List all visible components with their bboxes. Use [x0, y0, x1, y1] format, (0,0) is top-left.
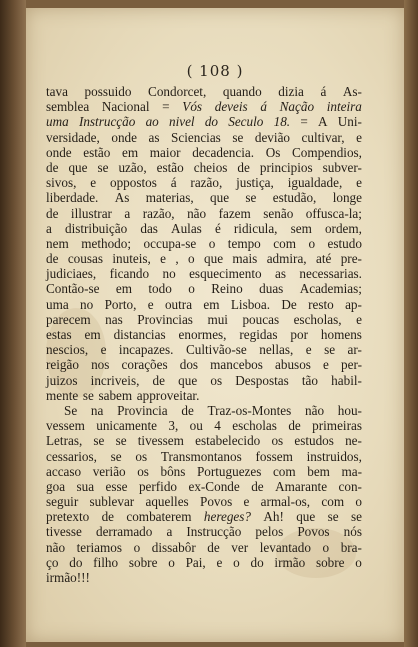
text-word: illustrar	[70, 205, 112, 221]
text-word: o	[233, 554, 240, 570]
text-word: o	[188, 251, 195, 267]
text-word: Povos	[199, 494, 233, 510]
text-word: A	[317, 114, 328, 130]
text-word: tava	[46, 84, 68, 99]
text-word: no	[80, 296, 94, 312]
text-line	[46, 327, 362, 342]
text-word: se	[232, 129, 244, 145]
text-word: o	[168, 554, 175, 570]
text-word: em	[115, 281, 132, 297]
text-word: e	[356, 311, 362, 327]
text-word: filho	[93, 554, 119, 570]
text-word: que	[204, 251, 224, 267]
text-line	[46, 524, 362, 539]
text-word: =	[300, 114, 308, 130]
text-word: sobre	[315, 554, 345, 570]
text-word: Pai,	[185, 554, 206, 570]
text-word: e	[90, 175, 97, 191]
text-word: ordem,	[324, 220, 362, 236]
text-word: na	[90, 402, 104, 418]
text-line	[46, 160, 362, 175]
text-word: Se	[64, 402, 78, 418]
text-word: Povos	[297, 524, 330, 540]
text-word: uzão,	[118, 159, 147, 175]
text-word: esse	[105, 478, 128, 494]
text-word: inuteis,	[112, 251, 151, 267]
text-line	[46, 403, 362, 418]
text-word: de	[101, 509, 115, 525]
text-word: se	[324, 342, 336, 358]
text-word: e	[216, 554, 223, 570]
text-word: cessarios,	[46, 448, 97, 464]
text-word: nellas,	[259, 342, 294, 358]
text-word: oppostos	[109, 175, 157, 191]
text-word: o	[355, 554, 362, 570]
text-word: sabem	[98, 387, 133, 403]
text-word: Seculo	[228, 114, 264, 130]
text-word: e	[305, 342, 312, 358]
book-binding-edge	[0, 0, 26, 647]
text-word: as	[274, 266, 286, 282]
text-word: escholas	[232, 418, 277, 434]
text-word: Reino	[211, 281, 243, 297]
text-word: Amarante	[275, 478, 328, 494]
text-word: 18.	[273, 114, 291, 130]
text-word: estudo	[327, 235, 362, 251]
text-word: versidade,	[46, 129, 100, 145]
text-word: o	[188, 281, 195, 297]
text-word: mui	[207, 311, 228, 327]
text-word: outra	[164, 296, 193, 312]
text-word: verião	[92, 463, 126, 479]
text-word: os	[271, 433, 284, 449]
text-word: esquecimento	[189, 266, 262, 282]
text-word: offusca-la;	[305, 205, 362, 221]
text-word: de	[251, 478, 264, 494]
text-word: e	[147, 296, 154, 312]
text-word: á	[170, 175, 177, 191]
text-line	[46, 281, 362, 296]
text-word: do	[204, 114, 219, 130]
text-line	[46, 206, 362, 221]
text-word: até	[315, 251, 332, 267]
text-word: o	[355, 494, 362, 510]
text-word: a	[166, 524, 173, 540]
text-word: hou-	[337, 402, 362, 418]
text-word: e	[160, 251, 167, 267]
text-word: tivessem	[137, 433, 184, 449]
text-word: nivel	[168, 114, 195, 130]
text-word: de	[46, 159, 59, 175]
text-word: poucas	[242, 311, 280, 327]
text-word: Provincia	[117, 402, 168, 418]
text-word: De	[281, 296, 297, 312]
text-word: senão	[263, 205, 294, 221]
text-word: Condorcet,	[148, 84, 207, 99]
text-word: escholas,	[293, 311, 342, 327]
text-word: seguir	[46, 494, 79, 510]
text-word: ridicula,	[233, 220, 278, 236]
text-word: á	[260, 99, 267, 115]
text-line	[46, 373, 362, 388]
text-word: sublevar	[89, 494, 135, 510]
text-word: Contão-se	[46, 281, 100, 297]
text-word: bôns	[160, 463, 186, 479]
text-word: nas	[105, 311, 123, 327]
text-word: perfido	[138, 478, 178, 494]
text-word: principios	[259, 159, 313, 175]
text-word: fossem	[255, 448, 293, 464]
text-word: enormes,	[178, 327, 227, 342]
text-word: em	[84, 327, 101, 342]
text-word: dos	[179, 357, 199, 373]
text-word: igualdade,	[287, 175, 343, 191]
text-word: o	[308, 235, 316, 251]
text-word: duas	[259, 281, 284, 297]
text-word: abusos	[275, 357, 311, 373]
text-word: unicamente	[96, 418, 157, 434]
text-word: todo	[148, 281, 172, 297]
text-line	[46, 312, 362, 327]
text-word: pretexto	[46, 509, 90, 525]
text-word: sobre	[128, 554, 158, 570]
text-line	[46, 266, 362, 281]
text-word: homens	[320, 327, 362, 342]
text-word: á	[320, 84, 327, 99]
text-word: a	[46, 220, 52, 236]
text-word: devião	[254, 129, 291, 145]
text-line	[46, 190, 362, 205]
text-word: não	[187, 205, 207, 221]
text-line	[46, 357, 362, 372]
text-word: 3,	[168, 418, 179, 434]
text-line	[46, 509, 362, 524]
text-word: Os	[265, 144, 281, 160]
text-line	[46, 221, 362, 236]
text-word: nos	[91, 357, 110, 373]
text-word: deveis	[214, 99, 248, 115]
text-word: o	[322, 539, 330, 555]
text-line	[46, 145, 362, 160]
text-word: ficando	[109, 266, 150, 282]
text-word: admira,	[266, 251, 307, 267]
text-word: nem	[46, 235, 69, 251]
text-word: irmão!!!	[46, 570, 90, 585]
text-word: por	[290, 327, 308, 342]
text-word: Provincias	[137, 311, 193, 327]
text-word: tempo	[227, 235, 261, 251]
text-line	[46, 342, 362, 357]
text-word: Nacional	[101, 99, 150, 115]
text-word: bra-	[340, 539, 362, 555]
text-word: das	[140, 220, 158, 236]
text-word: uma	[46, 296, 69, 312]
text-word: occupa-se	[143, 235, 197, 251]
text-word: accaso	[46, 463, 82, 479]
text-word: com	[321, 494, 345, 510]
text-word: de	[152, 372, 165, 388]
text-word: con-	[338, 478, 362, 494]
text-word: Cultivão-se	[185, 342, 247, 358]
text-word: pre-	[340, 251, 362, 267]
text-word: reigão	[46, 357, 79, 373]
text-line	[46, 449, 362, 464]
text-word: cheios	[193, 159, 228, 175]
text-word: e	[323, 357, 329, 373]
text-word: fazem	[218, 205, 251, 221]
text-word: que	[296, 509, 316, 525]
text-word: regidas	[239, 327, 278, 342]
text-word: que	[68, 159, 88, 175]
text-word: habil-	[331, 372, 362, 388]
text-word: se	[350, 509, 362, 525]
text-word: vessem	[46, 418, 85, 434]
text-word: longe	[332, 190, 362, 206]
text-word: Portuguezes	[196, 463, 262, 479]
text-word: as	[148, 129, 160, 145]
text-word: não	[46, 539, 66, 555]
text-line	[46, 84, 362, 99]
text-word: Compendios,	[292, 144, 362, 160]
text-word: armal-os,	[260, 494, 311, 510]
text-word: ver	[231, 539, 249, 555]
text-word: se	[82, 387, 94, 403]
text-word: 4	[214, 418, 221, 434]
text-word: corações	[121, 357, 168, 373]
text-word: de	[207, 539, 220, 555]
text-word: tão	[301, 372, 319, 388]
book-page-edge	[404, 0, 418, 647]
text-word: As	[114, 190, 130, 206]
text-word: ao	[145, 114, 159, 130]
text-word: estão	[83, 144, 111, 160]
text-word: se	[110, 448, 122, 464]
text-line	[46, 418, 362, 433]
text-word: incapazes.	[118, 342, 174, 358]
page-number-header: ( 108 )	[186, 62, 244, 80]
text-word: resto	[308, 296, 334, 312]
text-word: distancias	[113, 327, 166, 342]
text-word: se	[115, 433, 127, 449]
text-line	[46, 236, 362, 251]
text-word: e	[356, 129, 362, 145]
text-word: possuido	[84, 84, 132, 99]
text-word: incriveis,	[90, 372, 140, 388]
text-word: que	[210, 190, 230, 206]
text-word: pelos	[255, 524, 284, 540]
text-word: do	[69, 554, 83, 570]
text-word: derramado	[95, 524, 153, 540]
text-word: ço	[46, 554, 59, 570]
text-word: Vós	[182, 99, 203, 115]
text-word: distribuição	[64, 220, 128, 236]
text-word: os	[137, 463, 149, 479]
text-line	[46, 540, 362, 555]
page-body-text	[46, 84, 362, 585]
text-word: irmão	[274, 554, 306, 570]
text-word: =	[162, 99, 170, 115]
text-line	[46, 494, 362, 509]
text-word: de	[181, 402, 194, 418]
text-word: de	[237, 159, 250, 175]
text-word: em	[122, 144, 139, 160]
text-word: instruidos,	[306, 448, 362, 464]
text-line	[46, 175, 362, 190]
text-word: de	[288, 418, 301, 434]
text-word: juizos	[46, 372, 78, 388]
text-word: Porto,	[104, 296, 137, 312]
text-word: com	[273, 235, 296, 251]
text-word: materias,	[145, 190, 194, 206]
text-word: não	[305, 402, 325, 418]
text-line	[46, 297, 362, 312]
text-line	[46, 251, 362, 266]
text-word: dizia	[278, 84, 304, 99]
text-word: se	[327, 509, 339, 525]
text-word: estas	[46, 327, 72, 342]
text-word: hereges?	[203, 509, 251, 525]
text-word: sivos,	[46, 175, 77, 191]
text-word: quando	[222, 84, 262, 99]
text-line	[46, 479, 362, 494]
text-word: inteira	[326, 99, 362, 115]
text-word: mancebos	[210, 357, 263, 373]
text-word: decadencia.	[192, 144, 255, 160]
text-word: bem	[307, 463, 330, 479]
text-word: e	[356, 175, 362, 191]
text-word: teriamos	[76, 539, 123, 555]
text-word: em	[203, 296, 220, 312]
text-word: de	[46, 205, 59, 221]
text-word: Aulas	[171, 220, 202, 236]
text-word: aquelles	[145, 494, 189, 510]
text-word: é	[214, 220, 221, 236]
text-word: Sciencias	[171, 129, 221, 145]
text-line	[46, 570, 362, 585]
text-word: sua	[76, 478, 95, 494]
text-word: razão,	[190, 175, 223, 191]
text-word: nós	[343, 524, 362, 540]
text-word: mais	[232, 251, 258, 267]
text-word: Traz-os-Montes	[207, 402, 292, 418]
text-word: se	[93, 433, 105, 449]
text-word: onde	[46, 144, 72, 160]
text-word: judiciaes,	[46, 266, 97, 282]
text-word: approveitar.	[136, 387, 200, 403]
text-word: com	[272, 463, 296, 479]
text-word: Academias;	[299, 281, 362, 297]
text-word: cultivar,	[301, 129, 345, 145]
text-line	[46, 555, 362, 570]
text-word: Instrucção	[186, 524, 242, 540]
text-word: do	[250, 554, 264, 570]
text-word: per-	[341, 357, 362, 373]
text-word: ex-Conde	[188, 478, 240, 494]
text-word: mente	[46, 387, 79, 403]
text-word: cousas	[67, 251, 103, 267]
text-word: no	[162, 266, 176, 282]
text-word: a	[124, 205, 131, 221]
text-word: se	[97, 159, 109, 175]
text-word: necessarias.	[299, 266, 362, 282]
text-word: goa	[46, 478, 66, 494]
text-word: ou	[189, 418, 203, 434]
text-word: estudão,	[272, 190, 317, 206]
text-line	[46, 114, 362, 129]
text-word: que	[178, 372, 198, 388]
text-word: Uni-	[337, 114, 362, 130]
text-word: semblea	[46, 99, 90, 115]
text-word: ne-	[345, 433, 362, 449]
text-word: os	[135, 448, 148, 464]
text-word: estabelecido	[195, 433, 261, 449]
text-word: combaterem	[126, 509, 192, 525]
text-word: ar-	[347, 342, 362, 358]
text-word: de	[46, 251, 59, 267]
text-word: razão,	[142, 205, 175, 221]
text-word: dissabôr	[151, 539, 196, 555]
text-word: Lisboa.	[230, 296, 271, 312]
text-word: Ah!	[263, 509, 284, 525]
text-word: Letras,	[46, 433, 83, 449]
text-line	[46, 464, 362, 479]
text-word: methodo;	[81, 235, 132, 251]
text-word: o	[208, 235, 216, 251]
text-word: maior	[149, 144, 181, 160]
text-word: estão	[156, 159, 184, 175]
text-word: Despostas	[235, 372, 289, 388]
text-word: subver-	[322, 159, 362, 175]
text-line	[46, 388, 362, 403]
text-word: estudos	[294, 433, 334, 449]
text-word: Transmontanos	[160, 448, 242, 464]
text-word: tivesse	[46, 524, 82, 540]
text-word: justiça,	[236, 175, 274, 191]
text-word: Instrucção	[78, 114, 136, 130]
text-word: sem	[290, 220, 312, 236]
text-word: e	[243, 494, 250, 510]
text-word: onde	[111, 129, 137, 145]
text-word: nescios,	[46, 342, 89, 358]
text-word: o	[133, 539, 141, 555]
text-word: uma	[46, 114, 69, 130]
text-word: e	[100, 342, 107, 358]
text-word: levantado	[259, 539, 311, 555]
text-word: os	[210, 372, 223, 388]
text-line	[46, 99, 362, 114]
text-word: parecem	[46, 311, 91, 327]
text-word: se	[245, 190, 257, 206]
text-word: primeiras	[312, 418, 362, 434]
text-line	[46, 130, 362, 145]
text-word: ,	[175, 251, 179, 267]
text-word: ap-	[345, 296, 362, 312]
text-word: Nação	[279, 99, 315, 115]
text-word: ma-	[341, 463, 362, 479]
text-word: As-	[342, 84, 362, 99]
text-line	[46, 433, 362, 448]
text-word: liberdade.	[46, 190, 99, 206]
